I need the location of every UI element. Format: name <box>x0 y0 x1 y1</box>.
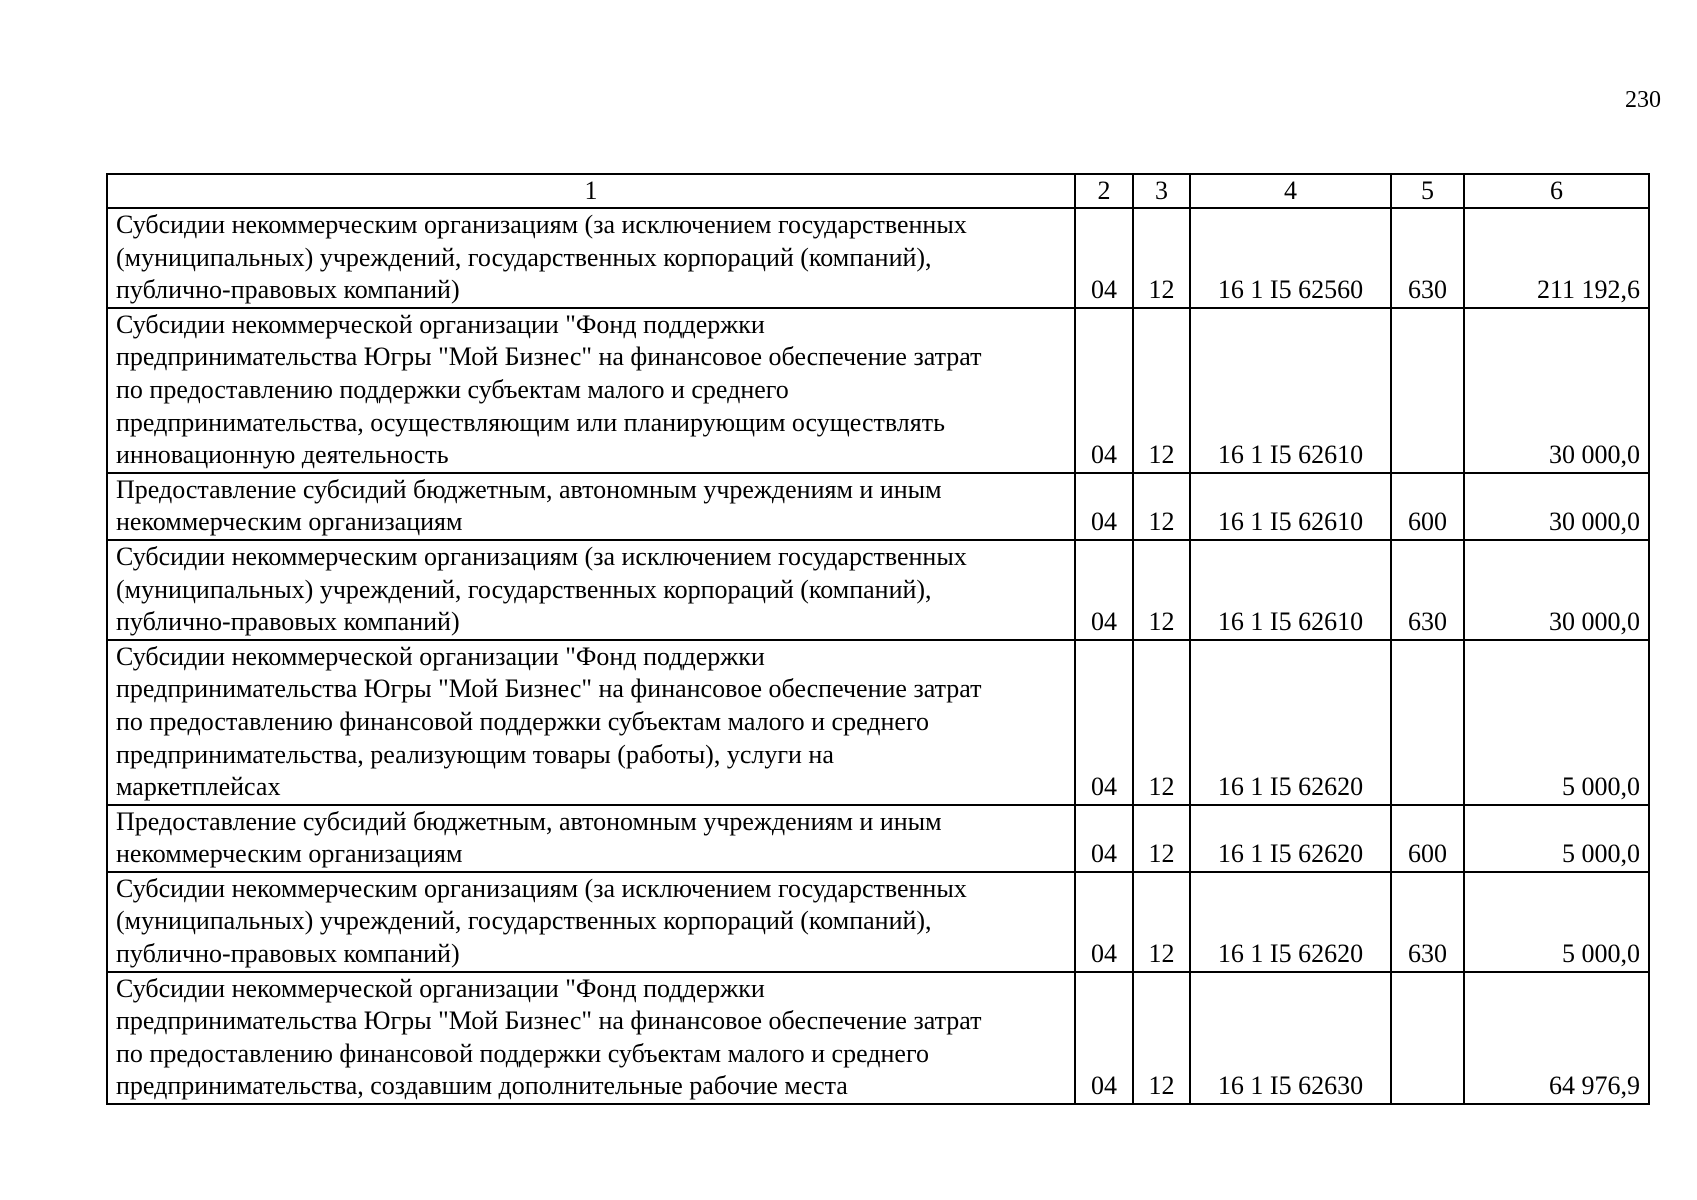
row-name-line: инновационную деятельность <box>116 440 449 470</box>
row-name-line: Субсидии некоммерческой организации "Фонд поддержки <box>116 641 765 671</box>
row-target-article-cell: 16 1 I5 62620 <box>1190 805 1391 872</box>
row-expense-type-cell: 630 <box>1391 872 1464 972</box>
row-amount-cell: 64 976,9 <box>1464 972 1649 1104</box>
row-name-line: Субсидии некоммерческим организациям (за исключением государственных <box>116 210 967 239</box>
row-section-cell: 04 <box>1075 473 1133 540</box>
row-name-line: Субсидии некоммерческим организациям (за исключением государственных <box>116 873 967 903</box>
row-name-line: (муниципальных) учреждений, государственных корпораций (компаний), <box>116 574 932 604</box>
row-name-line: Субсидии некоммерческой организации "Фонд поддержки <box>116 973 765 1003</box>
row-name-line: некоммерческим организациям <box>116 839 463 869</box>
row-target-article-cell: 16 1 I5 62630 <box>1190 972 1391 1104</box>
row-target-article-cell: 16 1 I5 62610 <box>1190 473 1391 540</box>
row-name-cell <box>107 640 1075 805</box>
row-name-line: по предоставлению финансовой поддержки субъектам малого и среднего <box>116 1038 929 1068</box>
table-row <box>107 308 1649 473</box>
row-section-cell: 04 <box>1075 640 1133 805</box>
row-name-line: предпринимательства, реализующим товары (работы), услуги на <box>116 739 834 769</box>
column-header-4: 4 <box>1190 174 1391 208</box>
row-name-line: предпринимательства, создавшим дополнительные рабочие места <box>116 1071 848 1101</box>
row-section-cell: 04 <box>1075 208 1133 308</box>
row-expense-type-cell <box>1391 308 1464 473</box>
row-name-cell <box>107 540 1075 640</box>
row-subsection-cell: 12 <box>1133 208 1190 308</box>
row-section-cell: 04 <box>1075 308 1133 473</box>
table-header-row <box>107 174 1649 208</box>
page-number: 230 <box>1625 87 1661 113</box>
row-name-cell <box>107 972 1075 1104</box>
budget-table <box>106 173 1650 1105</box>
row-name-line: (муниципальных) учреждений, государственных корпораций (компаний), <box>116 242 932 272</box>
column-header-1: 1 <box>107 174 1075 208</box>
row-amount-cell: 5 000,0 <box>1464 640 1649 805</box>
row-name-line: Предоставление субсидий бюджетным, автономным учреждениям и иным <box>116 806 942 836</box>
row-subsection-cell: 12 <box>1133 540 1190 640</box>
row-target-article-cell: 16 1 I5 62610 <box>1190 308 1391 473</box>
row-expense-type-cell: 630 <box>1391 540 1464 640</box>
row-name-line: (муниципальных) учреждений, государственных корпораций (компаний), <box>116 906 932 936</box>
row-subsection-cell: 12 <box>1133 872 1190 972</box>
row-name-line: публично-правовых компаний) <box>116 275 460 305</box>
row-subsection-cell: 12 <box>1133 308 1190 473</box>
row-amount-cell: 5 000,0 <box>1464 872 1649 972</box>
table-row <box>107 208 1649 308</box>
row-subsection-cell: 12 <box>1133 805 1190 872</box>
row-section-cell: 04 <box>1075 805 1133 872</box>
row-name-line: публично-правовых компаний) <box>116 607 460 637</box>
row-amount-cell: 30 000,0 <box>1464 473 1649 540</box>
row-expense-type-cell: 630 <box>1391 208 1464 308</box>
row-name-line: некоммерческим организациям <box>116 507 463 537</box>
row-name-cell <box>107 308 1075 473</box>
row-name-line: предпринимательства Югры "Мой Бизнес" на финансовое обеспечение затрат <box>116 1006 982 1036</box>
row-name-cell <box>107 872 1075 972</box>
row-name-line: маркетплейсах <box>116 772 281 802</box>
row-name-cell <box>107 805 1075 872</box>
row-name-cell <box>107 473 1075 540</box>
column-header-2: 2 <box>1075 174 1133 208</box>
column-header-6: 6 <box>1464 174 1649 208</box>
row-amount-cell: 211 192,6 <box>1464 208 1649 308</box>
row-name-line: Предоставление субсидий бюджетным, автономным учреждениям и иным <box>116 474 942 504</box>
table-row <box>107 473 1649 540</box>
row-amount-cell: 5 000,0 <box>1464 805 1649 872</box>
row-name-line: предпринимательства Югры "Мой Бизнес" на финансовое обеспечение затрат <box>116 342 982 372</box>
row-name-line: по предоставлению финансовой поддержки субъектам малого и среднего <box>116 706 929 736</box>
row-target-article-cell: 16 1 I5 62620 <box>1190 640 1391 805</box>
row-section-cell: 04 <box>1075 872 1133 972</box>
table-row <box>107 805 1649 872</box>
table-row <box>107 540 1649 640</box>
row-subsection-cell: 12 <box>1133 473 1190 540</box>
row-name-line: предпринимательства, осуществляющим или планирующим осуществлять <box>116 407 945 437</box>
row-section-cell: 04 <box>1075 972 1133 1104</box>
table-row <box>107 972 1649 1104</box>
row-subsection-cell: 12 <box>1133 640 1190 805</box>
row-name-line: по предоставлению поддержки субъектам малого и среднего <box>116 374 789 404</box>
column-header-3: 3 <box>1133 174 1190 208</box>
row-expense-type-cell: 600 <box>1391 805 1464 872</box>
row-name-line: публично-правовых компаний) <box>116 939 460 969</box>
row-target-article-cell: 16 1 I5 62560 <box>1190 208 1391 308</box>
row-target-article-cell: 16 1 I5 62620 <box>1190 872 1391 972</box>
table-row <box>107 872 1649 972</box>
row-expense-type-cell <box>1391 640 1464 805</box>
row-expense-type-cell: 600 <box>1391 473 1464 540</box>
row-name-line: предпринимательства Югры "Мой Бизнес" на финансовое обеспечение затрат <box>116 674 982 704</box>
table-row <box>107 640 1649 805</box>
row-target-article-cell: 16 1 I5 62610 <box>1190 540 1391 640</box>
row-subsection-cell: 12 <box>1133 972 1190 1104</box>
row-name-line: Субсидии некоммерческим организациям (за исключением государственных <box>116 541 967 571</box>
row-amount-cell: 30 000,0 <box>1464 308 1649 473</box>
row-expense-type-cell <box>1391 972 1464 1104</box>
row-name-cell <box>107 208 1075 308</box>
row-section-cell: 04 <box>1075 540 1133 640</box>
row-name-line: Субсидии некоммерческой организации "Фонд поддержки <box>116 309 765 339</box>
column-header-5: 5 <box>1391 174 1464 208</box>
row-amount-cell: 30 000,0 <box>1464 540 1649 640</box>
